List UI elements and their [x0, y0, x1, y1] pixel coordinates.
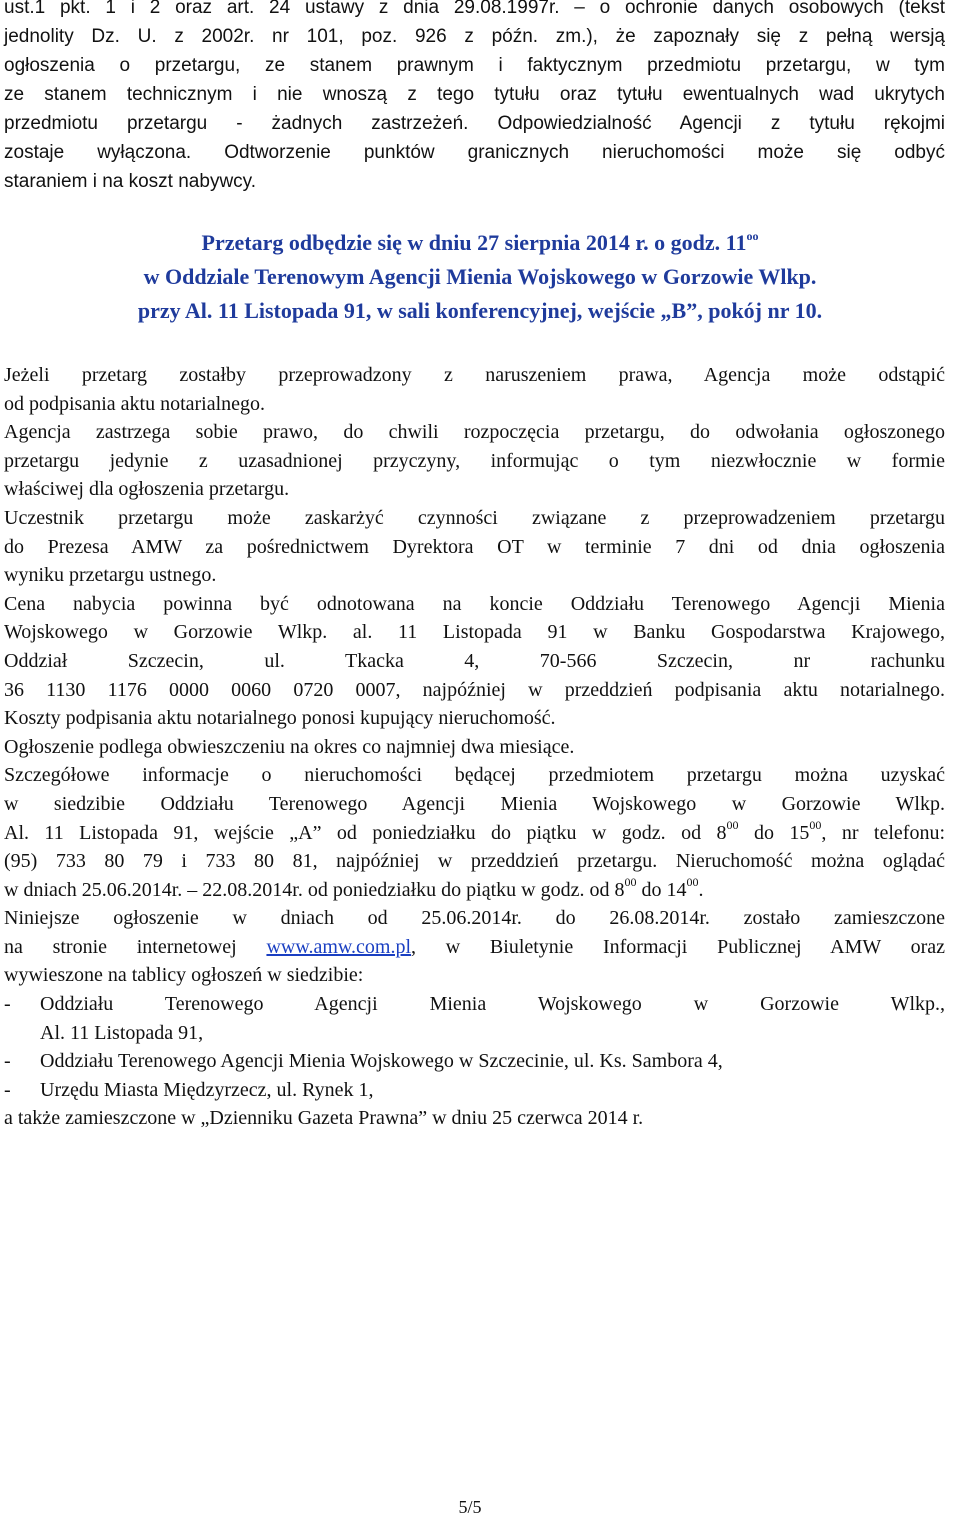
paragraph-withdrawal — [4, 361, 945, 418]
text-line: jednolity Dz. U. z 2002r. nr 101, poz. 926 z późn. zm.), że zapoznały się z pełną wersją — [4, 26, 945, 47]
office-hours-text: do 15 — [738, 821, 810, 844]
text-line: zostaje wyłączona. Odtworzenie punktów granicznych nieruchomości może się odbyć — [4, 142, 945, 163]
text-line: Oddziału Terenowego Agencji Mienia Wojskowego w Szczecinie, ul. Ks. Sambora 4, — [40, 1050, 723, 1073]
paragraph-payment — [4, 590, 945, 704]
paragraph-newspaper — [4, 1104, 945, 1133]
conditions-body — [4, 361, 945, 1133]
liability-paragraph — [4, 0, 945, 196]
text-line: ze stanem technicznym i nie wnoszą z tego tytułu oraz tytułu ewentualnych wad ukrytych — [4, 84, 945, 105]
amw-website-link[interactable]: www.amw.com.pl — [266, 935, 412, 958]
text-line: a także zamieszczone w „Dzienniku Gazeta Prawna” w dniu 25 czerwca 2014 r. — [4, 1107, 644, 1130]
text-line: właściwej dla ogłoszenia przetargu. — [4, 478, 290, 501]
text-line: Agencja zastrzega sobie prawo, do chwili rozpoczęcia przetargu, do odwołania ogłoszonego — [4, 421, 945, 444]
text-line: Koszty podpisania aktu notarialnego ponosi kupujący nieruchomość. — [4, 707, 556, 730]
website-line — [4, 933, 945, 962]
hour-superscript: 00 — [809, 817, 822, 832]
list-dash: - — [4, 1078, 11, 1101]
text-line: przedmiotu przetargu - żadnych zastrzeżeń. Odpowiedzialność Agencji z tytułu rękojmi — [4, 113, 945, 134]
page-number: 5/5 — [458, 1497, 482, 1517]
auction-venue-heading — [0, 262, 960, 291]
hour-superscript: 00 — [726, 817, 739, 832]
auction-address-line: przy Al. 11 Listopada 91, w sali konferencyjnej, wejście „B”, pokój nr 10. — [137, 298, 823, 323]
text-line: wyniku przetargu ustnego. — [4, 564, 217, 587]
paragraph-cancellation — [4, 418, 945, 504]
paragraph-details — [4, 761, 945, 904]
text-line: Uczestnik przetargu może zaskarżyć czynności związane z przeprowadzeniem przetargu — [4, 506, 945, 529]
auction-date-heading — [0, 228, 960, 257]
text-line: Oddziału Terenowego Agencji Mienia Wojskowego w Gorzowie Wlkp., — [40, 993, 945, 1016]
paragraph-publication-period — [4, 733, 945, 762]
text-line: Ogłoszenie podlega obwieszczeniu na okres co najmniej dwa miesiące. — [4, 735, 575, 758]
paragraph-notary-costs — [4, 704, 945, 733]
viewing-hours-text: w dniach 25.06.2014r. – 22.08.2014r. od poniedziałku do piątku w godz. od 8 — [4, 878, 625, 901]
list-dash: - — [4, 993, 11, 1016]
viewing-hours-line — [4, 876, 945, 905]
list-item — [4, 990, 945, 1047]
text-line: ust.1 pkt. 1 i 2 oraz art. 24 ustawy z dnia 29.08.1997r. – o ochronie danych osobowych (tekst — [4, 0, 945, 18]
viewing-hours-text: . — [698, 878, 704, 901]
text-line: Szczegółowe informacje o nieruchomości będącej przedmiotem przetargu można uzyskać — [4, 764, 945, 787]
text-line: Niniejsze ogłoszenie w dniach od 25.06.2014r. do 26.08.2014r. zostało zamieszczone — [4, 907, 945, 930]
text-line: przetargu jedynie z uzasadnionej przyczyny, informując o tym niezwłocznie w formie — [4, 449, 945, 472]
office-hours-text: Al. 11 Listopada 91, wejście „A” od poniedziałku do piątku w godz. od 8 — [4, 821, 727, 844]
text-line: ogłoszenia o przetargu, ze stanem prawnym i faktycznym przedmiotu przetargu, w tym — [4, 55, 945, 76]
text-line: w siedzibie Oddziału Terenowego Agencji Mienia Wojskowego w Gorzowie Wlkp. — [4, 792, 945, 815]
auction-date-line: Przetarg odbędzie się w dniu 27 sierpnia 2014 r. o godz. 11 — [201, 230, 747, 255]
text-line: Oddział Szczecin, ul. Tkacka 4, 70-566 Szczecin, nr rachunku — [4, 649, 945, 672]
list-item — [4, 1047, 945, 1076]
text-line: wywieszone na tablicy ogłoszeń w siedzibie: — [4, 964, 364, 987]
text-line: staraniem i na koszt nabywcy. — [4, 171, 257, 192]
auction-address-heading — [0, 296, 960, 325]
viewing-hours-text: do 14 — [636, 878, 687, 901]
auction-venue-line: w Oddziale Terenowym Agencji Mienia Wojskowego w Gorzowie Wlkp. — [143, 264, 817, 289]
locations-list — [4, 990, 945, 1104]
text-line: Al. 11 Listopada 91, — [40, 1021, 204, 1044]
text-line: (95) 733 80 79 i 733 80 81, najpóźniej w przeddzień przetargu. Nieruchomość można oglądać — [4, 850, 945, 873]
website-text: na stronie internetowej — [4, 935, 267, 958]
auction-hour-superscript: oo — [746, 228, 759, 243]
office-hours-line — [4, 819, 945, 848]
list-dash: - — [4, 1050, 11, 1073]
hour-superscript: 00 — [686, 875, 699, 890]
text-line: 36 1130 1176 0000 0060 0720 0007, najpóźniej w przeddzień podpisania aktu notarialnego. — [4, 678, 945, 701]
paragraph-publication-places — [4, 904, 945, 990]
text-line: Cena nabycia powinna być odnotowana na koncie Oddziału Terenowego Agencji Mienia — [4, 592, 945, 615]
text-line: Wojskowego w Gorzowie Wlkp. al. 11 Listopada 91 w Banku Gospodarstwa Krajowego, — [4, 621, 945, 644]
office-hours-text: , nr telefonu: — [821, 821, 946, 844]
website-text: , w Biuletynie Informacji Publicznej AMW oraz — [411, 935, 945, 958]
text-line: od podpisania aktu notarialnego. — [4, 392, 266, 415]
text-line: do Prezesa AMW za pośrednictwem Dyrektora OT w terminie 7 dni od dnia ogłoszenia — [4, 535, 945, 558]
text-line: Jeżeli przetarg zostałby przeprowadzony z naruszeniem prawa, Agencja może odstąpić — [4, 364, 945, 386]
text-line: Urzędu Miasta Międzyrzecz, ul. Rynek 1, — [40, 1078, 374, 1101]
list-item — [4, 1076, 945, 1105]
hour-superscript: 00 — [624, 875, 637, 890]
paragraph-appeal — [4, 504, 945, 590]
